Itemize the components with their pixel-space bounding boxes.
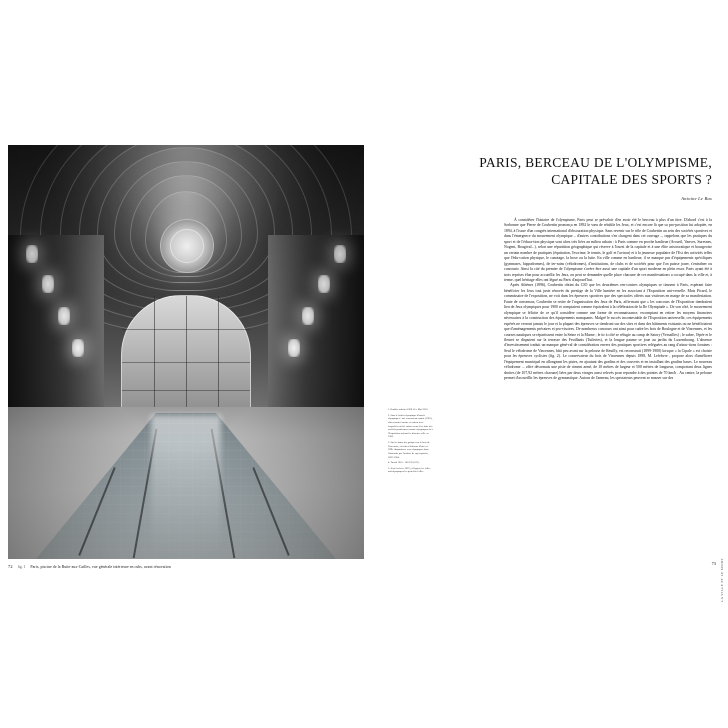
page-folio-right: 73: [711, 561, 716, 566]
figure-number: fig. 1: [17, 565, 26, 569]
book-spread: [0, 140, 728, 602]
title-line-1: PARIS, BERCEAU DE L'OLYMPISME,: [479, 155, 712, 170]
article-body: [504, 218, 712, 382]
left-wall: [8, 235, 104, 435]
rose-window: [160, 219, 214, 273]
body-paragraph: À considérer l'histoire de l'olympisme, Paris peut se prévaloir d'en avoir été le berceau à plus d'un titre. D'abord c'est à la Sorbonne que Pierre de Coubertin prononça en 1892 le vœu de rétablir les Jeux, et c'est encore là que sa pro-position fut adoptée, en 1894, à l'issue d'un congrès international d'obscuration physique. Sans revenir sur le rôle de Coubertin au sein des sociétés sportives et dans l'émergence du mouvement olympique – d'autres contributions s'en chargent dans cet ouvrage –, rappelons que les pratiques du sport et de l'éduca-tion physique sont alors très liées au milieu urbain : à Paris comme en proche banlieue (Arcueil, Vanves, Suresnes, Nogent, Bougival...), selon une répartition géographique qui réserve à l'ouest de la capitale et à une élite aristocratique et bourgeoise un certain nombre de pratiques (équitation, l'escrime, le tennis, le golf et l'aviron) et à la jeunesse populaire de l'Est des activités telles que l'édu-cation physique, le canotage, la boxe ou la lutte. En ville comme en banlieue, il se manque pas d'équipements spécifiques (gymnases, hippodromes), de ter-rains (vélodromes), d'institutions, de clubs et de sociétés pour que l'on puisse jouer, s'entraîner ou concourir. Ainsi la cité du premier de l'olympisme s'avère être aussi une capitale d'un sport moderne en plein essor. Paris ayant été à trois reprises élue pour accueillir les Jeux, on peut se demander quelle place chacune de ces manifestations a occupé dans la ville et, à terme, quel héritage elles ont légué au Paris d'aujourd'hui.: [504, 218, 712, 282]
title-line-2: CAPITALE DES SPORTS ?: [551, 172, 712, 188]
running-head: LA VILLE ET LE SPORT: [720, 558, 724, 602]
lamp-icon: [318, 275, 330, 293]
left-page: [0, 140, 364, 588]
article-author: Antoine Le Bas: [681, 195, 712, 201]
photo-image: [8, 145, 364, 559]
body-paragraph: Après Athènes (1896), Coubertin obtint du CIO que les deuxièmes ren-contres olympiques se tinssent à Paris, espérant faire bénéficier les Jeux tout juste rénovés du prestige de la Ville lumière en les associant à l'Exposition uni-verselle. Mais Picard, le commissaire de l'exposition, ne voit dans les épreuves sportives que des spectacles offerts aux visiteurs en marge de sa manifestation. Faute de consensus, Coubertin se retire de l'organisation des Jeux de Paris, affir-mant que « les concours de l'Exposition tiendraient lieu de Jeux olympiques pour 1900 et comptaient comme équivalent à la célébration de la IIe Olympiade ». De son côté, le mouvement olympique se félicite de ce qu'il considère comme une forme de reconnaissance, escomptant en retirer les moyens financiers nécessaires à la construction des équipements manquants. Malgré le succès incontestable de l'Exposition universelle, ces équipements espérés ne verront jamais le jour et la plupart des épreuves se tiendront sur des sites et dans des bâtiments existants ou ne bénéficiaient que d'aménagements précaires et pro-visoires. De nombreux concours ont ainsi pour cadre les bois de Boulogne et de Vincennes, et les courses nautiques se répartissent entre la Seine et la Marne ; le tir à côté se réfugie au camp de Satory (Versailles) ; le sabre, l'épée et le fleuret se disputent sur la terrasse des Feuillants (Tuileries), et la longue paume se joue au jardin du Luxembourg. L'absence d'investissement traduit un manque géné-ral de considération envers des pratiques sportives reléguées au rang d'attrac-tions foraines : Seul le vélodrome de Vincennes, bâti peu avant sur la pelouse de Reuilly, est reconstruit (1899-1900) lorsque « la Cipale » est choisie pour les épreuves cyclistes (fig. 2). Le conservateur du bois de Vincennes depuis 1898, M. Lefebvre , propose alors d'améliorer l'équipement municipal en allongeant les pistes, en ajoutant des gradins et des couverts et en installant des gradins bases. Le nouveau vélodrome ... offre désormais une piste de ciment armé, de 10 mètres de largeur et 500 mètres de longueur, comportant deux lignes droites (de 107,92 mètres chacune) liées par deux virages aussi relevés pour repondre à des pointes de 70 km/h . Au centre, la pelouse permet d'accueillir les épreuves de gymnastique. Autour de l'anneau, les spectateurs peuvent se masser sur des: [504, 283, 712, 381]
right-wall: [268, 235, 364, 435]
right-page: [364, 140, 728, 602]
lamp-icon: [58, 307, 70, 325]
lamp-icon: [288, 339, 300, 357]
figure-caption: Paris, piscine de la Butte-aux-Cailles, vue générale intérieure en cubs, avant rénovation: [30, 565, 171, 569]
footnote: 1. Rushler arbeiter 1909 à Le Mai 1910.: [388, 408, 429, 411]
article-title: [376, 154, 712, 201]
footnotes-column: [388, 408, 434, 476]
footnote: 5. Jean Leclerc (1907), à l'ignore les villes and olympiques les peut-être l'allée.: [388, 466, 431, 474]
lamp-icon: [334, 245, 346, 263]
swimming-pool-photo: [8, 145, 364, 559]
lamp-icon: [302, 307, 314, 325]
footnote: 4. Turcid 1910 : 162/176 (187).: [388, 461, 420, 465]
lamp-icon: [72, 339, 84, 357]
page-folio-left: 72: [8, 564, 13, 569]
water-reflection: [151, 415, 221, 555]
lamp-icon: [26, 245, 38, 263]
footnote: 2. Sans le fichier olympique d'inscrit olympiquez : une concurrente maine (1901), olim terrain à mettre en valeur avec lesquelles ont été saisiez-vous à les faire des sociétés parisiennes comme olympiques de à l'Exposition suivant les histoires ville en 1900.: [388, 413, 433, 439]
footnote: 3. Sur les dates des groupes sur le bois de Vincennes, voir du vélodrome d'hiver et XIXe disparaissez vers olympiques dans l'obscurite par l'archive de sujet sportive, 1897-1904.: [388, 441, 430, 459]
figure-caption-row: [8, 564, 364, 569]
end-window-wall: [121, 295, 251, 415]
lamp-icon: [42, 275, 54, 293]
